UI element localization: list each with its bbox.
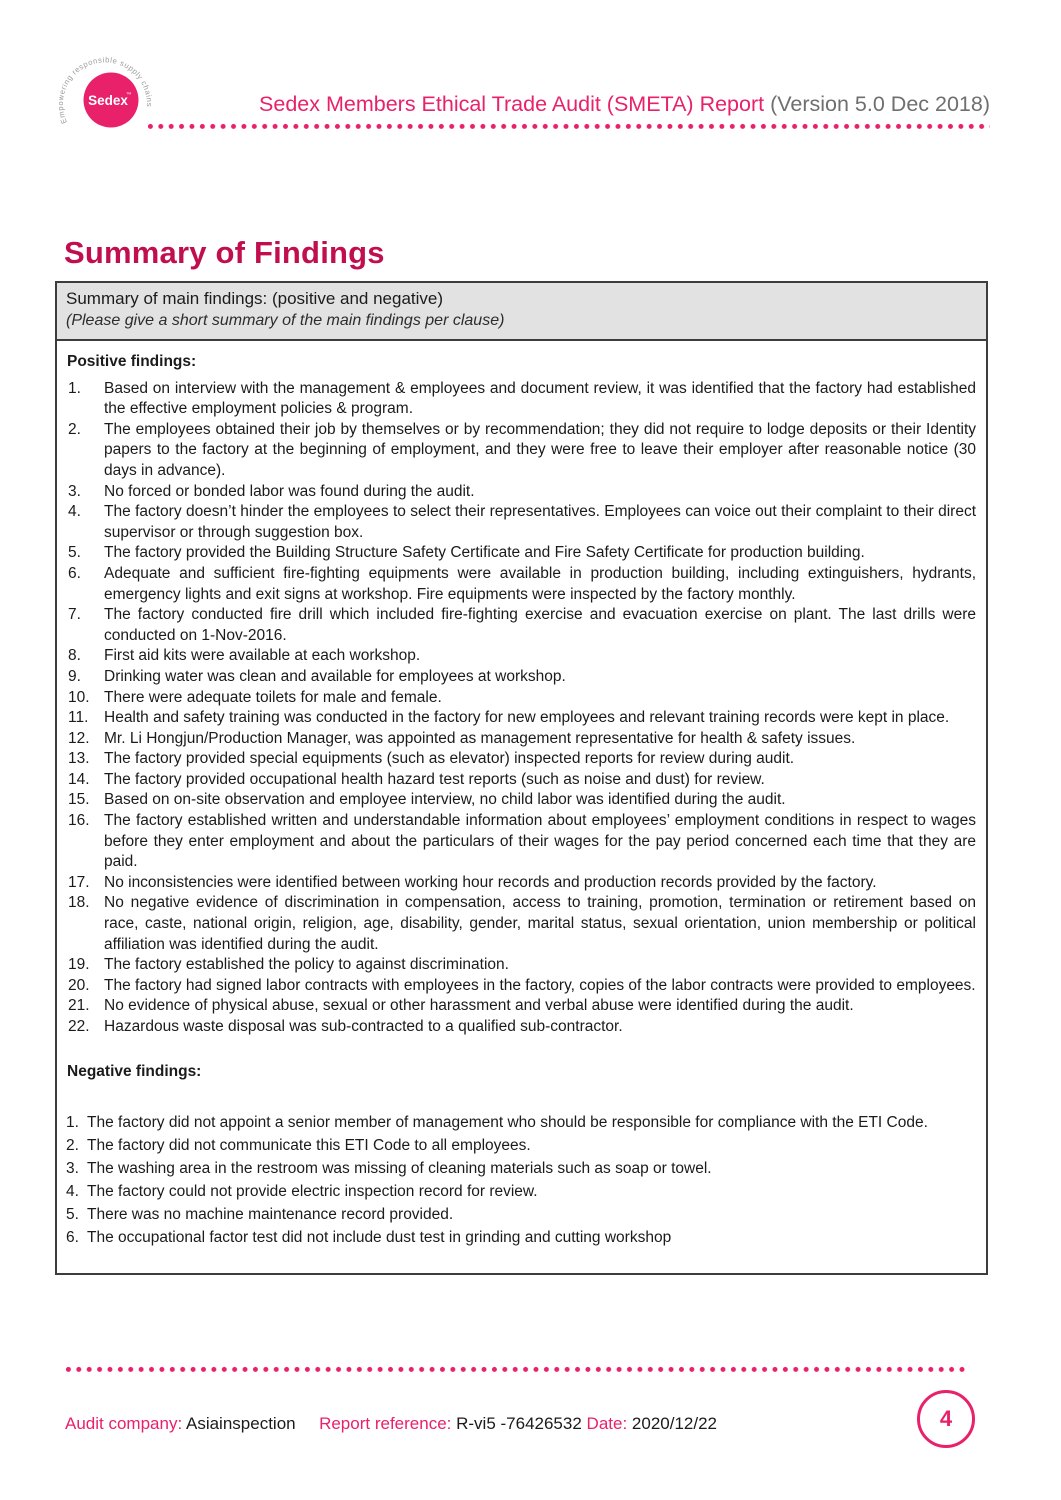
sedex-logo-icon	[56, 34, 168, 158]
header-dotted-divider	[147, 123, 990, 131]
audit-company-label: Audit company:	[65, 1414, 183, 1433]
logo-text: Sedex	[88, 93, 128, 108]
audit-company-value: Asiainspection	[185, 1414, 296, 1433]
sedex-logo	[56, 34, 168, 163]
positive-finding-item: The factory doesn’t hinder the employees to select their representatives. Employees can voice out their complaint to their direct supervisor or through suggestion box.	[104, 503, 976, 541]
logo-trademark: ™	[126, 92, 132, 98]
negative-finding-item: The washing area in the restroom was missing of cleaning materials such as soap or towel.	[87, 1160, 712, 1178]
page-number-badge	[917, 1390, 975, 1448]
summary-box-header-line2: (Please give a short summary of the main findings per clause)	[66, 312, 505, 329]
negative-finding-item: The factory did not communicate this ETI Code to all employees.	[87, 1137, 531, 1155]
positive-finding-item: Drinking water was clean and available for employees at workshop.	[104, 667, 566, 685]
report-title-version: (Version 5.0 Dec 2018)	[764, 92, 990, 116]
positive-finding-item: The factory provided occupational health hazard test reports (such as noise and dust) for review.	[104, 770, 765, 788]
footer-dotted-divider	[65, 1366, 965, 1374]
positive-finding-item: The employees obtained their job by themselves or by recommendation; they did not require to lodge deposits or their Identity papers to the factory at the beginning of employment, and they were free to leave their employer after reasonable notice (30 days in advance).	[104, 420, 976, 479]
report-reference-value: R-vi5 -76426532	[456, 1414, 582, 1433]
positive-finding-item: Health and safety training was conducted in the factory for new employees and relevant training records were kept in place.	[104, 709, 950, 727]
positive-finding-item: Mr. Li Hongjun/Production Manager, was appointed as management representative for health & safety issues.	[104, 729, 856, 747]
negative-finding-item: The factory did not appoint a senior member of management who should be responsible for compliance with the ETI Code.	[87, 1114, 928, 1132]
positive-findings-list	[66, 379, 976, 1038]
negative-finding-item: There was no machine maintenance record provided.	[87, 1206, 454, 1224]
positive-finding-item: Hazardous waste disposal was sub-contracted to a qualified sub-contractor.	[104, 1018, 623, 1035]
page-title: Summary of Findings	[64, 234, 385, 270]
report-reference-label: Report reference:	[319, 1414, 452, 1433]
positive-finding-item: Adequate and sufficient fire-fighting equipments were available in production building, including extinguishers, hydrants, emergency lights and exit signs at workshop. Fire equipments were inspected by the factory monthly.	[104, 564, 976, 603]
negative-findings-heading: Negative findings:	[67, 1062, 202, 1080]
positive-finding-item: The factory conducted fire drill which included fire-fighting exercise and evacuation exercise on plant. The last drills were conducted on 1-Nov-2016.	[104, 606, 976, 644]
summary-box-content	[57, 341, 986, 1273]
summary-of-findings-box	[55, 281, 988, 1275]
positive-finding-item: No forced or bonded labor was found during the audit.	[104, 482, 475, 500]
date-value: 2020/12/22	[631, 1414, 718, 1433]
positive-finding-item: No negative evidence of discrimination in compensation, access to training, promotion, termination or retirement based on race, caste, national origin, religion, age, disability, gender, marital status, sexual orientation, union membership or political affiliation was identified during the audit.	[104, 894, 976, 953]
positive-finding-item: The factory had signed labor contracts with employees in the factory, copies of the labor contracts were provided to employees.	[104, 976, 976, 994]
positive-finding-item: First aid kits were available at each workshop.	[104, 647, 421, 665]
logo-tagline: Empowering responsible supply chains	[56, 55, 155, 126]
negative-finding-item: The occupational factor test did not include dust test in grinding and cutting workshop	[87, 1229, 672, 1247]
negative-finding-item: The factory could not provide electric inspection record for review.	[87, 1183, 538, 1201]
report-header-title	[259, 92, 990, 117]
date-label: Date:	[586, 1414, 628, 1433]
positive-finding-item: No evidence of physical abuse, sexual or other harassment and verbal abuse were identified during the audit.	[104, 997, 854, 1015]
positive-finding-item: There were adequate toilets for male and female.	[104, 688, 442, 706]
positive-finding-item: The factory established written and understandable information about employees’ employment conditions in respect to wages before they enter employment and about the particulars of their wages for the pay period concerned each time that they are paid.	[104, 812, 976, 871]
positive-finding-item: The factory established the policy to against discrimination.	[104, 956, 509, 974]
positive-finding-item: Based on on-site observation and employee interview, no child labor was identified during the audit.	[104, 791, 786, 809]
report-title-text: Sedex Members Ethical Trade Audit (SMETA) Report	[259, 92, 765, 116]
summary-box-header-line1: Summary of main findings: (positive and negative)	[66, 289, 444, 308]
positive-finding-item: No inconsistencies were identified between working hour records and production records provided by the factory.	[104, 873, 877, 891]
positive-finding-item: Based on interview with the management & employees and document review, it was identified that the factory had established the effective employment policies & program.	[104, 379, 976, 418]
positive-findings-heading: Positive findings:	[67, 353, 197, 370]
positive-finding-item: The factory provided special equipments (such as elevator) inspected reports for review during audit.	[104, 750, 795, 768]
summary-box-header	[57, 283, 986, 341]
page-number: 4	[939, 1406, 953, 1431]
positive-finding-item: The factory provided the Building Structure Safety Certificate and Fire Safety Certificate for production building.	[104, 544, 865, 562]
negative-findings-list	[66, 1111, 976, 1249]
footer-info	[65, 1414, 717, 1434]
